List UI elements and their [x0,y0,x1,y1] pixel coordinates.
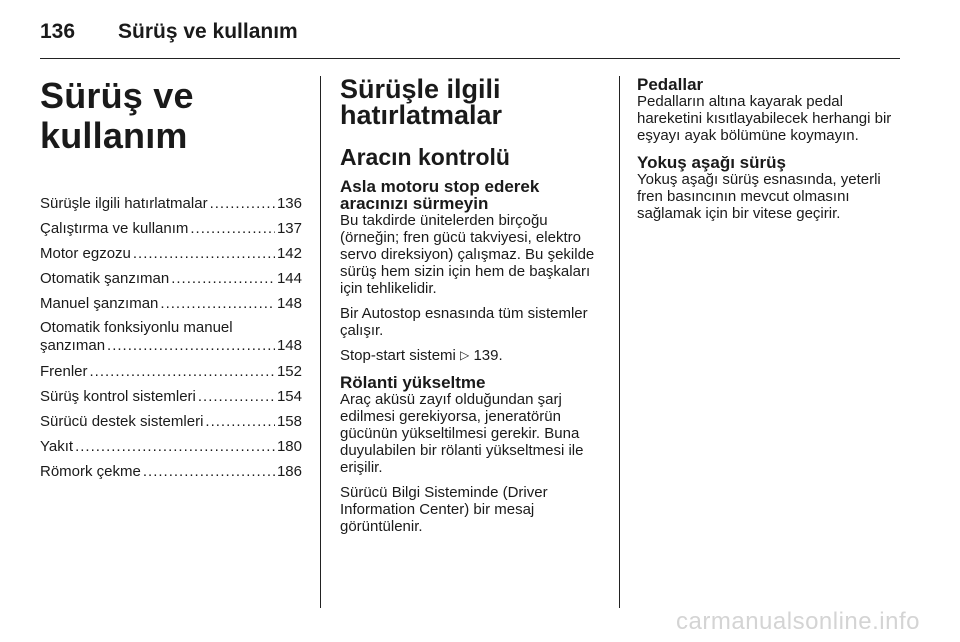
toc-entry[interactable] [40,319,302,355]
table-of-contents [40,191,302,484]
toc-entry[interactable] [40,191,302,216]
topic-heading: Yokuş aşağı sürüş [637,153,786,172]
toc-entry[interactable] [40,359,302,384]
section-column [637,76,907,230]
chapter-title: Sürüş ve kullanım [40,75,194,156]
topic-heading-line: aracınızı sürmeyin [340,194,489,213]
toc-entry[interactable] [40,216,302,241]
paragraph: Bu takdirde ünitelerden birçoğu (örneğin; fren gücü takviyesi, elektro servo direksiyon) çalışmaz. Bu şekilde sürüş hem sizin için hem de başkaları için tehlikelidir. [340,212,595,297]
section-title-line: Sürüşle ilgili [340,74,501,104]
toc-entry[interactable] [40,409,302,434]
cross-reference-text: Stop-start sistemi [340,347,456,364]
topic-heading-line: Asla motoru stop ederek [340,177,540,196]
toc-entry-label: Otomatik fonksiyonlu manuel [40,319,233,336]
topic-heading: Pedallar [637,75,704,94]
toc-entry-label: Sürücü destek sistemleri [40,413,204,430]
toc-entry-page: 144 [276,270,302,287]
paragraph: Pedalların altına kayarak pedal hareketini kısıtlayabilecek herhangi bir eşyayı ayak bölümüne koymayın. [637,93,892,144]
toc-entry-page: 180 [276,438,302,455]
column-divider [619,76,620,608]
watermark: carmanualsonline.info [676,608,920,635]
toc-entry-label: Otomatik şanzıman [40,270,170,287]
chapter-column [40,76,302,484]
toc-entry-page: 158 [276,413,302,430]
page-header [40,18,900,58]
paragraph [340,347,608,364]
column-divider [320,76,321,608]
toc-entry-label: Sürüşle ilgili hatırlatmalar [40,195,208,212]
cross-reference-page[interactable]: 139. [473,347,503,364]
toc-entry[interactable] [40,241,302,266]
toc-entry-label: Yakıt [40,438,74,455]
toc-entry[interactable] [40,291,302,316]
toc-entry-label: Sürüş kontrol sistemleri [40,388,196,405]
toc-entry-page: 148 [276,337,302,354]
toc-entry[interactable] [40,459,302,484]
paragraph: Bir Autostop esnasında tüm sistemler çalışır. [340,305,588,339]
toc-entry-label: Motor egzozu [40,245,131,262]
subsection-title: Aracın kontrolü [340,144,510,170]
topic-heading: Rölanti yükseltme [340,373,486,392]
header-rule [40,58,900,59]
toc-entry-page: 136 [276,195,302,212]
toc-entry-label: Manuel şanzıman [40,295,159,312]
section-title [340,76,608,128]
topic-heading [340,178,608,212]
toc-entry-label: Frenler [40,363,88,380]
toc-entry-page: 142 [276,245,302,262]
toc-entry[interactable] [40,266,302,291]
toc-entry[interactable] [40,434,302,459]
page-number: 136 [40,20,76,43]
toc-entry-label: Römork çekme [40,463,141,480]
paragraph: Yokuş aşağı sürüş esnasında, yeterli fren basıncının mevcut olmasını sağlamak için bir vitese geçirir. [637,171,881,222]
toc-entry-page: 148 [276,295,302,312]
toc-entry-label: Çalıştırma ve kullanım [40,220,189,237]
toc-entry-page: 154 [276,388,302,405]
running-title: Sürüş ve kullanım [118,20,298,43]
toc-entry[interactable] [40,384,302,409]
toc-entry-label: şanzıman [40,337,106,354]
page-reference-arrow-icon: ▷ [460,348,470,362]
section-column [340,76,608,543]
toc-entry-page: 152 [276,363,302,380]
section-title-line: hatırlatmalar [340,100,503,130]
toc-entry-page: 137 [276,220,302,237]
toc-entry-page: 186 [276,463,302,480]
paragraph: Sürücü Bilgi Sisteminde (Driver Information Center) bir mesaj görüntülenir. [340,484,548,535]
paragraph: Araç aküsü zayıf olduğundan şarj edilmesi gerekiyorsa, jeneratörün gücünün yükseltilmesi gerekir. Buna duyulabilen bir rölanti yükseltmesi ile erişilir. [340,391,584,476]
